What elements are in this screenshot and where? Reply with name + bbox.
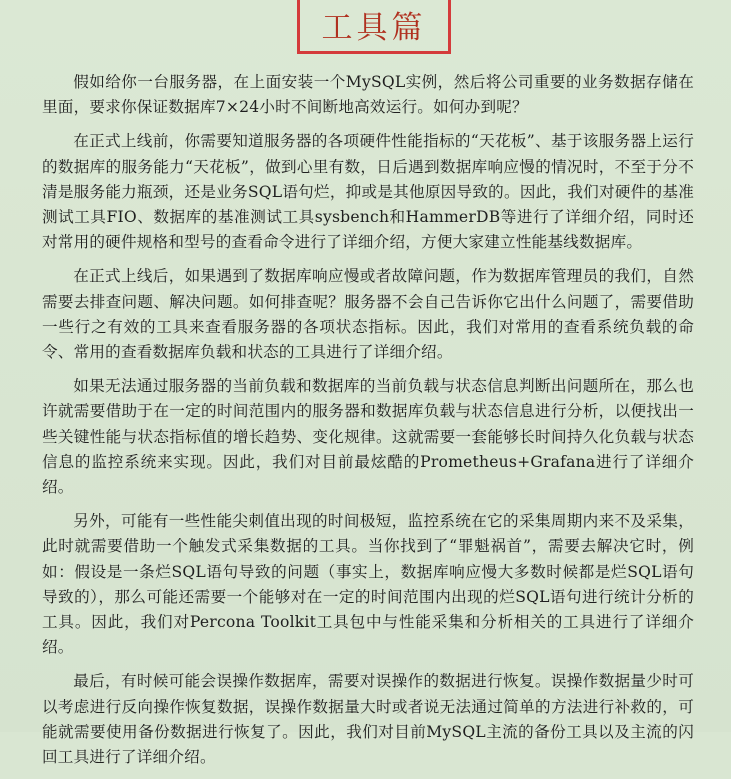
- paragraph-intro: 假如给你一台服务器，在上面安装一个MySQL实例，然后将公司重要的业务数据存储在里面，要求你保证数据库7×24小时不间断地高效运行。如何办到呢？: [42, 73, 694, 117]
- page-title: 工具篇: [321, 10, 427, 46]
- paragraph-after-launch: 在正式上线后，如果遇到了数据库响应慢或者故障问题，作为数据库管理员的我们，自然需要去排查问题、解决问题。如何排查呢？服务器不会自己告诉你它出什么问题了，需要借助一些行之有效的工具来查看服务器的各项状态指标。因此，我们对常用的查看系统负载的命令、常用的查看数据库负载和状态的工具进行了详细介绍。: [42, 267, 694, 362]
- document-body: [42, 70, 694, 779]
- title-highlight-box: [297, 0, 451, 54]
- paragraph-before-launch: 在正式上线前，你需要知道服务器的各项硬件性能指标的“天花板”、基于该服务器上运行的数据库的服务能力“天花板”，做到心里有数，日后遇到数据库响应慢的情况时，不至于分不清是服务能力瓶颈，还是业务SQL语句烂，抑或是其他原因导致的。因此，我们对硬件的基准测试工具FIO、数据库的基准测试工具sysbench和HammerDB等进行了详细介绍，同时还对常用的硬件规格和型号的查看命令进行了详细介绍，方便大家建立性能基线数据库。: [42, 132, 694, 252]
- paragraph-triggered-collection: 另外，可能有一些性能尖刺值出现的时间极短，监控系统在它的采集周期内来不及采集，此时就需要借助一个触发式采集数据的工具。当你找到了“罪魁祸首”，需要去解决它时，例如：假设是一条烂SQL语句导致的问题（事实上，数据库响应慢大多数时候都是烂SQL语句导致的），那么可能还需要一个能够对在一定的时间范围内出现的烂SQL语句进行统计分析的工具。因此，我们对Percona Toolkit工具包中与性能采集和分析相关的工具进行了详细介绍。: [42, 512, 694, 657]
- paragraph-recovery: 最后，有时候可能会误操作数据库，需要对误操作的数据进行恢复。误操作数据量少时可以考虑进行反向操作恢复数据，误操作数据量大时或者说无法通过简单的方法进行补救的，可能就需要使用备份数据进行恢复了。因此，我们对目前MySQL主流的备份工具以及主流的闪回工具进行了详细介绍。: [42, 672, 694, 767]
- paragraph-monitoring: 如果无法通过服务器的当前负载和数据库的当前负载与状态信息判断出问题所在，那么也许就需要借助于在一定的时间范围内的服务器和数据库负载与状态信息进行分析，以便找出一些关键性能与状态指标值的增长趋势、变化规律。这就需要一套能够长时间持久化负载与状态信息的监控系统来实现。因此，我们对目前最炫酷的Prometheus+Grafana进行了详细介绍。: [42, 377, 694, 497]
